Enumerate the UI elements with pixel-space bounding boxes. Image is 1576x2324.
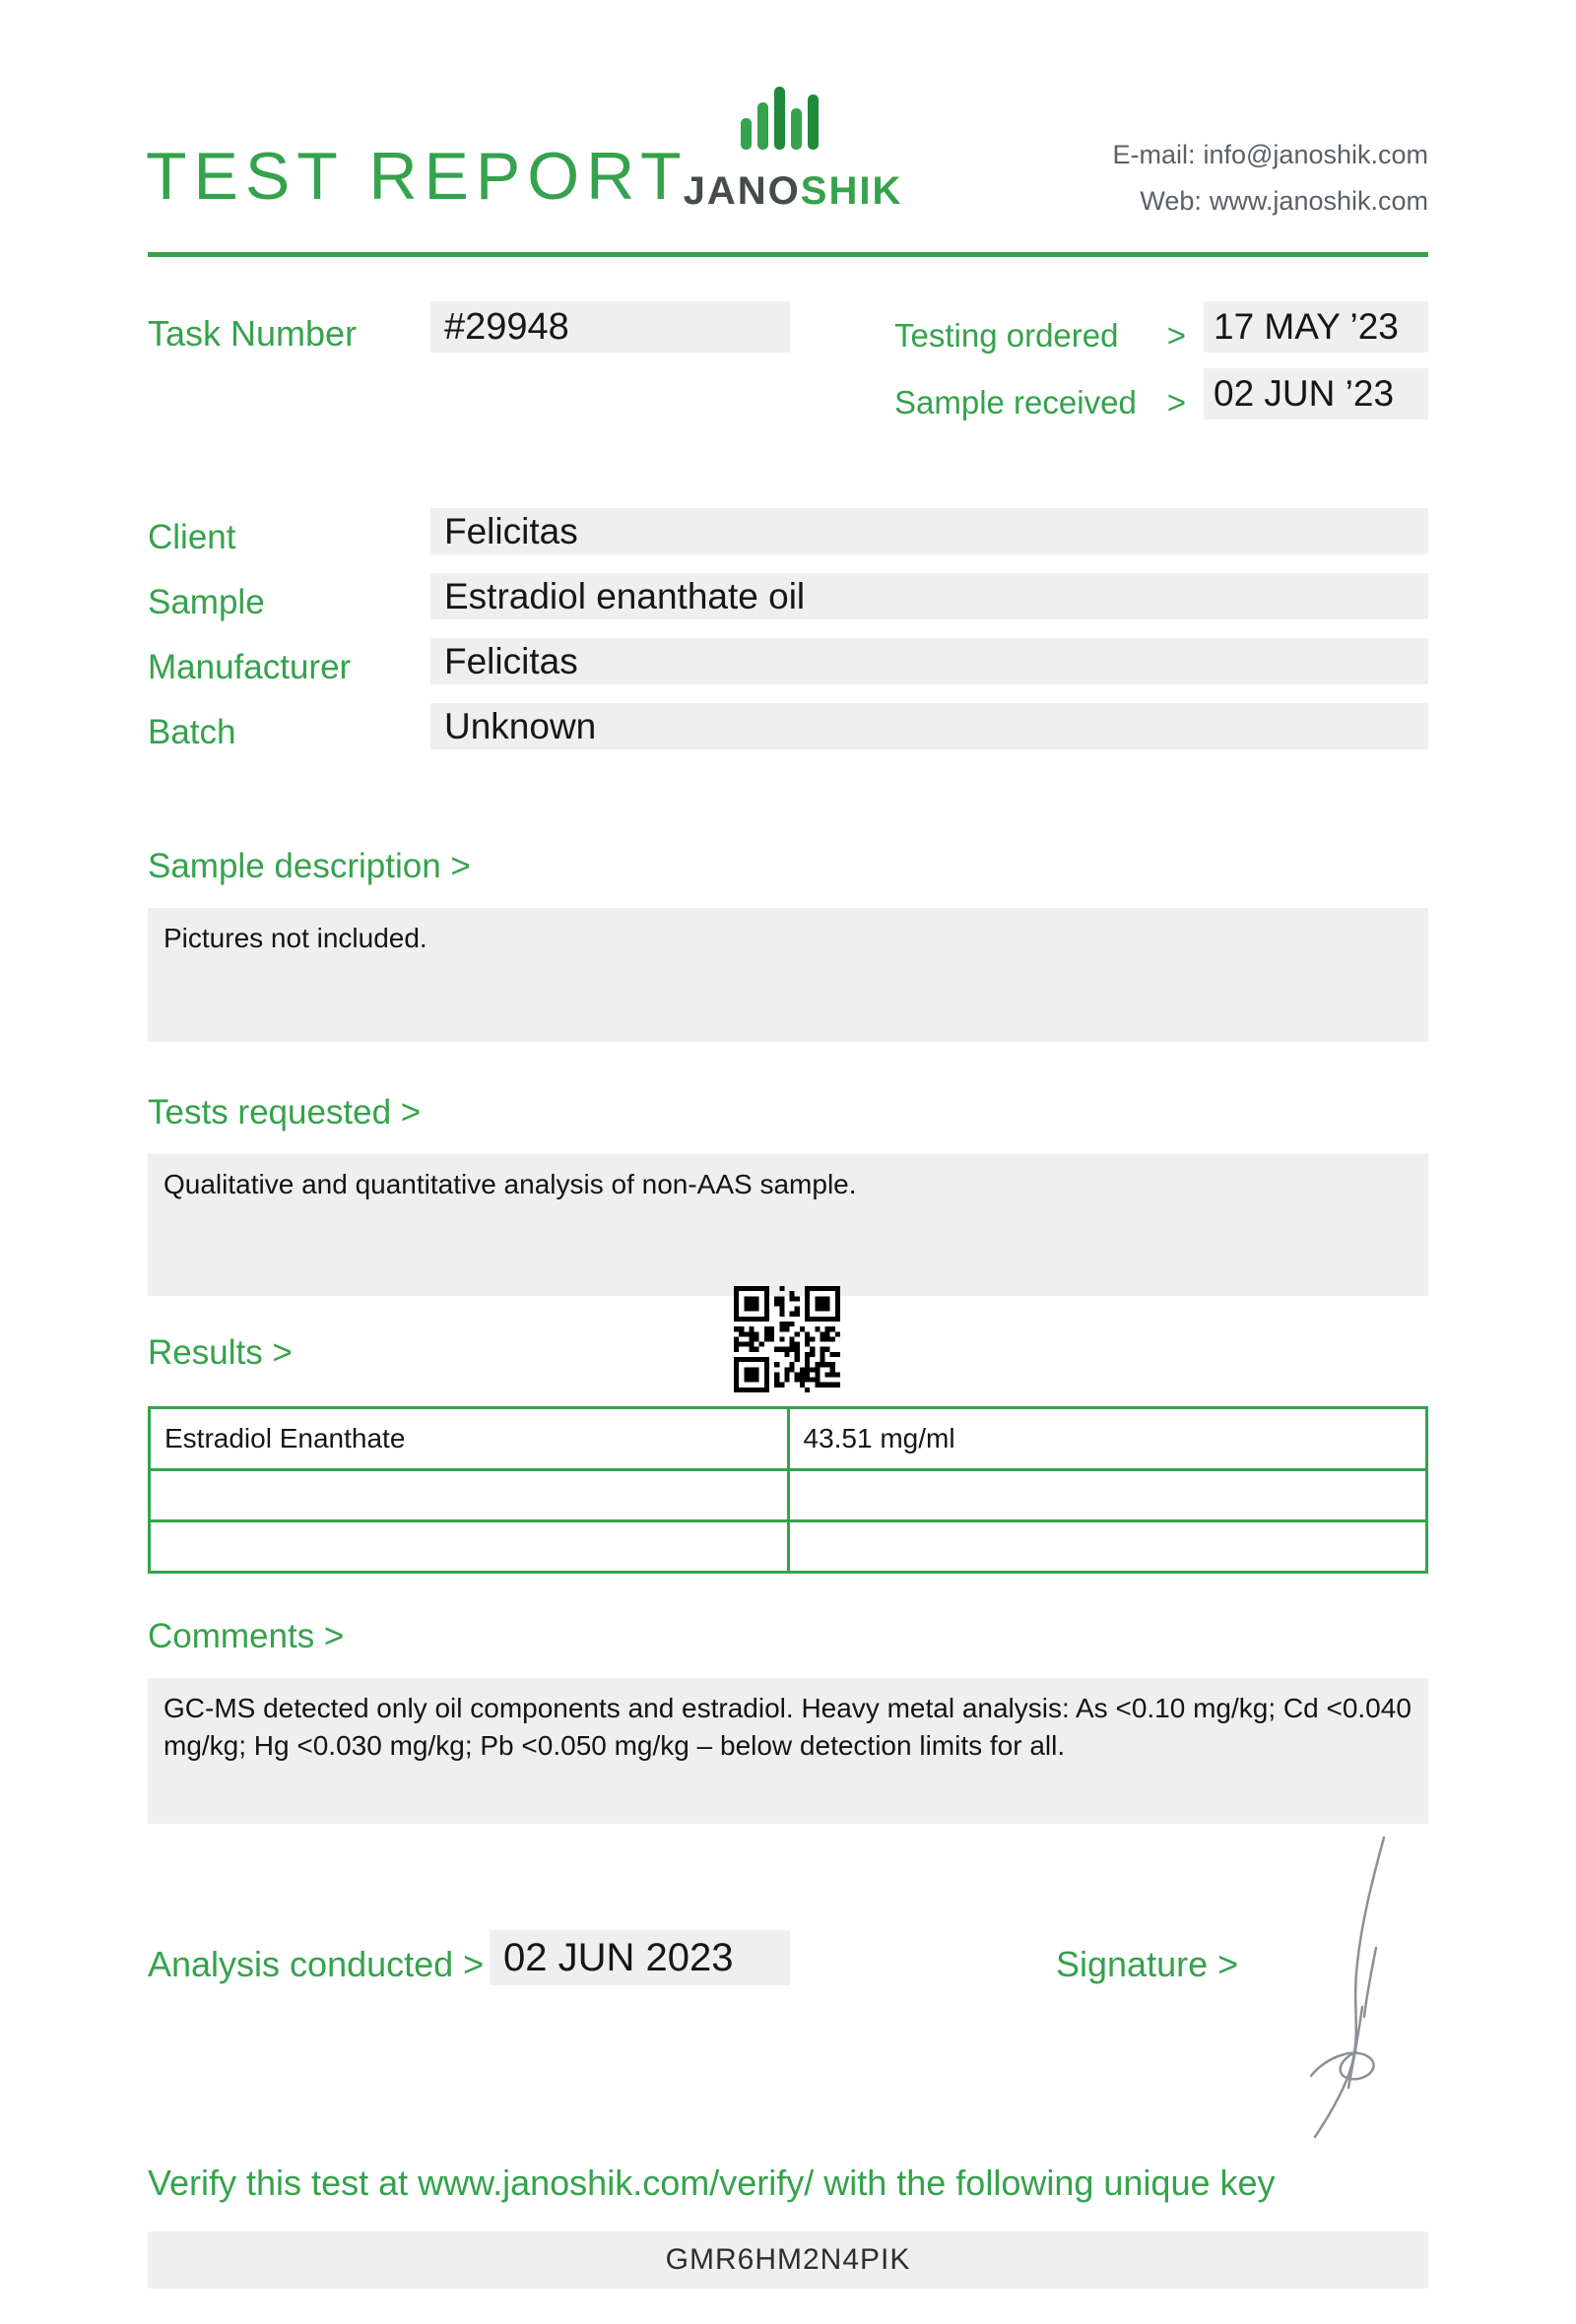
signature-image [1266, 1830, 1413, 2145]
client-label: Client [148, 518, 236, 556]
manufacturer-value [430, 638, 1428, 684]
tests-requested-text: Qualitative and quantitative analysis of non-AAS sample. [164, 1169, 857, 1199]
result-analyte [151, 1522, 787, 1571]
logo-shik: SHIK [800, 169, 903, 213]
result-value [787, 1522, 1426, 1571]
bar-chart-icon [737, 85, 831, 150]
logo-jano: JANO [683, 169, 801, 213]
analysis-date-text: 02 JUN 2023 [503, 1935, 734, 1979]
sample-description-text: Pictures not included. [164, 923, 427, 953]
client-value-text: Felicitas [444, 510, 578, 551]
sample-description-title: Sample description > [148, 847, 471, 885]
email-label: E-mail: [1112, 140, 1196, 169]
contact-info [1112, 132, 1428, 226]
verify-key-text: GMR6HM2N4PIK [665, 2243, 911, 2276]
web-label: Web: [1140, 186, 1202, 217]
janoshik-logo-icon [737, 85, 831, 150]
result-analyte: Estradiol Enanthate [164, 1423, 406, 1453]
qr-code [734, 1286, 840, 1392]
analysis-conducted-value [490, 1930, 790, 1985]
task-number-value [430, 301, 790, 353]
result-analyte [151, 1471, 787, 1519]
testing-ordered-arrow: > [1166, 317, 1186, 354]
sample-received-label [894, 384, 1186, 421]
task-number-label: Task Number [148, 313, 358, 354]
manufacturer-label: Manufacturer [148, 648, 352, 686]
batch-value-text: Unknown [444, 705, 597, 746]
testing-ordered-date: 17 MAY ’23 [1214, 306, 1399, 347]
results-table [148, 1406, 1428, 1574]
contact-email-line [1112, 132, 1428, 178]
contact-web-line [1112, 178, 1428, 225]
task-number-text: #29948 [444, 305, 569, 348]
result-value [787, 1471, 1426, 1519]
sample-value-text: Estradiol enanthate oil [444, 575, 806, 616]
analysis-conducted-label: Analysis conducted > [148, 1944, 485, 1984]
sample-received-text: Sample received [894, 384, 1137, 420]
client-value [430, 508, 1428, 554]
manufacturer-value-text: Felicitas [444, 640, 578, 681]
header-divider [148, 252, 1428, 257]
email-value: info@janoshik.com [1203, 140, 1428, 169]
batch-label: Batch [148, 713, 236, 751]
signature-stroke [1266, 1830, 1413, 2145]
result-value: 43.51 mg/ml [787, 1409, 1426, 1468]
comments-text: GC-MS detected only oil components and estradiol. Heavy metal analysis: As <0.10 mg/kg; Cd <0.040 mg/kg; Hg <0.030 mg/kg; Pb <0.050 mg/kg – below detection limits for all. [164, 1693, 1412, 1761]
results-row [151, 1519, 1425, 1571]
testing-ordered-text: Testing ordered [894, 317, 1119, 354]
results-row [151, 1468, 1425, 1519]
sample-value [430, 573, 1428, 619]
sample-received-value [1204, 368, 1428, 420]
results-title: Results > [148, 1333, 293, 1372]
testing-ordered-label [894, 317, 1186, 355]
comments-box [148, 1678, 1428, 1824]
web-value: www.janoshik.com [1209, 186, 1428, 217]
verify-text: Verify this test at www.janoshik.com/verify/ with the following unique key [148, 2163, 1276, 2203]
signature-label: Signature > [1056, 1944, 1239, 1984]
results-row [151, 1409, 1425, 1468]
comments-title: Comments > [148, 1617, 345, 1655]
tests-requested-box [148, 1154, 1428, 1296]
batch-value [430, 703, 1428, 749]
testing-ordered-value [1204, 301, 1428, 353]
tests-requested-title: Tests requested > [148, 1093, 422, 1131]
qr-code-svg [734, 1286, 840, 1392]
sample-label: Sample [148, 583, 265, 621]
sample-received-arrow: > [1166, 384, 1186, 420]
janoshik-logo-text [680, 169, 906, 214]
sample-received-date: 02 JUN ’23 [1214, 373, 1395, 414]
sample-description-box [148, 908, 1428, 1042]
verify-key-box [148, 2231, 1428, 2289]
page-title: TEST REPORT [146, 139, 689, 214]
